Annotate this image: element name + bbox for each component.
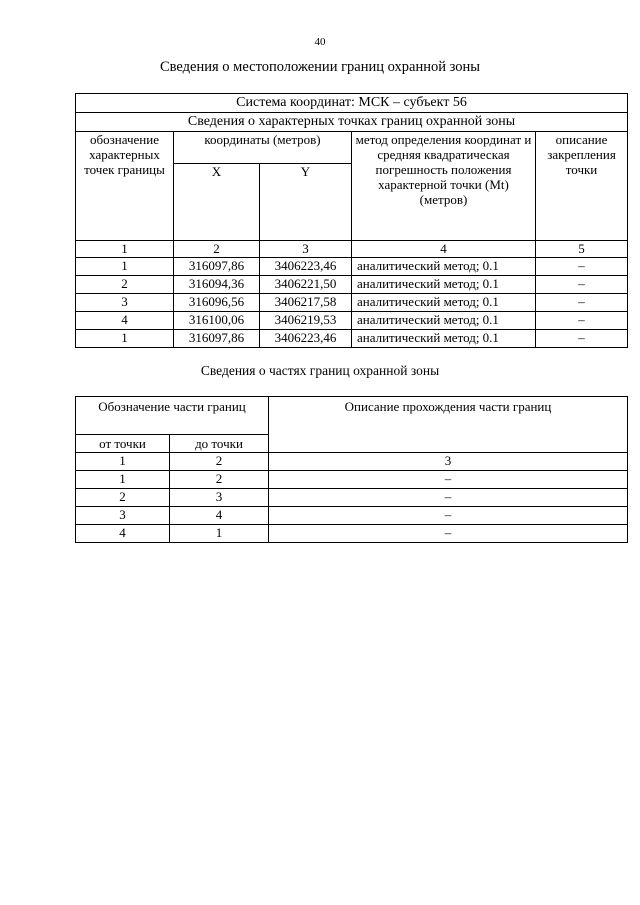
header-to: до точки [170, 435, 269, 453]
point-cell: 3 [76, 294, 174, 312]
method-cell: аналитический метод; 0.1 [352, 258, 536, 276]
header-y: Y [260, 163, 352, 240]
y-cell: 3406223,46 [260, 330, 352, 348]
column-index: 1 [76, 241, 174, 258]
point-cell: 2 [76, 276, 174, 294]
x-cell: 316097,86 [174, 258, 260, 276]
table-row [76, 330, 628, 348]
method-cell: аналитический метод; 0.1 [352, 312, 536, 330]
table-row [76, 453, 628, 471]
header-point-label: обозначение характерных точек границы [76, 132, 174, 241]
from-cell: 4 [76, 525, 170, 543]
column-index: 3 [260, 241, 352, 258]
section-title-location: Сведения о местоположении границ охранной зоны [159, 59, 480, 75]
header-method: метод определения координат и средняя квадратическая погрешность положения характерной точки (Mt) (метров) [352, 132, 536, 241]
part-description-cell: – [269, 525, 628, 543]
description-cell: – [536, 330, 628, 348]
x-cell: 316097,86 [174, 330, 260, 348]
boundary-parts-table [75, 396, 628, 543]
header-from: от точки [76, 435, 170, 453]
to-cell: 2 [170, 471, 269, 489]
header-part-description: Описание прохождения части границ [269, 397, 628, 453]
part-description-cell: – [269, 471, 628, 489]
table-row [76, 258, 628, 276]
description-cell: – [536, 312, 628, 330]
part-description-cell: – [269, 507, 628, 525]
to-cell: 4 [170, 507, 269, 525]
header-part-label: Обозначение части границ [76, 397, 269, 435]
section-title-parts: Сведения о частях границ охранной зоны [200, 363, 440, 378]
part-description-cell: 3 [269, 453, 628, 471]
table-row [76, 312, 628, 330]
header-x: X [174, 163, 260, 240]
method-cell: аналитический метод; 0.1 [352, 276, 536, 294]
description-cell: – [536, 276, 628, 294]
from-cell: 1 [76, 471, 170, 489]
column-index: 4 [352, 241, 536, 258]
from-cell: 3 [76, 507, 170, 525]
y-cell: 3406223,46 [260, 258, 352, 276]
method-cell: аналитический метод; 0.1 [352, 330, 536, 348]
to-cell: 2 [170, 453, 269, 471]
to-cell: 3 [170, 489, 269, 507]
description-cell: – [536, 258, 628, 276]
point-cell: 1 [76, 258, 174, 276]
point-cell: 1 [76, 330, 174, 348]
coordinate-system: Система координат: МСК – субъект 56 [76, 94, 628, 113]
column-index: 5 [536, 241, 628, 258]
header-description: описание закрепления точки [536, 132, 628, 241]
y-cell: 3406217,58 [260, 294, 352, 312]
table-row [76, 525, 628, 543]
column-index-row [76, 241, 628, 258]
table-row [76, 489, 628, 507]
part-description-cell: – [269, 489, 628, 507]
table-row [76, 276, 628, 294]
x-cell: 316094,36 [174, 276, 260, 294]
points-subtitle: Сведения о характерных точках границ охранной зоны [76, 113, 628, 132]
column-index: 2 [174, 241, 260, 258]
header-coordinates: координаты (метров) [174, 132, 352, 164]
table-row [76, 471, 628, 489]
table-row [76, 507, 628, 525]
page-number: 40 [314, 36, 326, 48]
to-cell: 1 [170, 525, 269, 543]
x-cell: 316100,06 [174, 312, 260, 330]
point-cell: 4 [76, 312, 174, 330]
y-cell: 3406219,53 [260, 312, 352, 330]
x-cell: 316096,56 [174, 294, 260, 312]
coordinates-table [75, 93, 628, 348]
y-cell: 3406221,50 [260, 276, 352, 294]
from-cell: 1 [76, 453, 170, 471]
method-cell: аналитический метод; 0.1 [352, 294, 536, 312]
table-row [76, 294, 628, 312]
from-cell: 2 [76, 489, 170, 507]
description-cell: – [536, 294, 628, 312]
